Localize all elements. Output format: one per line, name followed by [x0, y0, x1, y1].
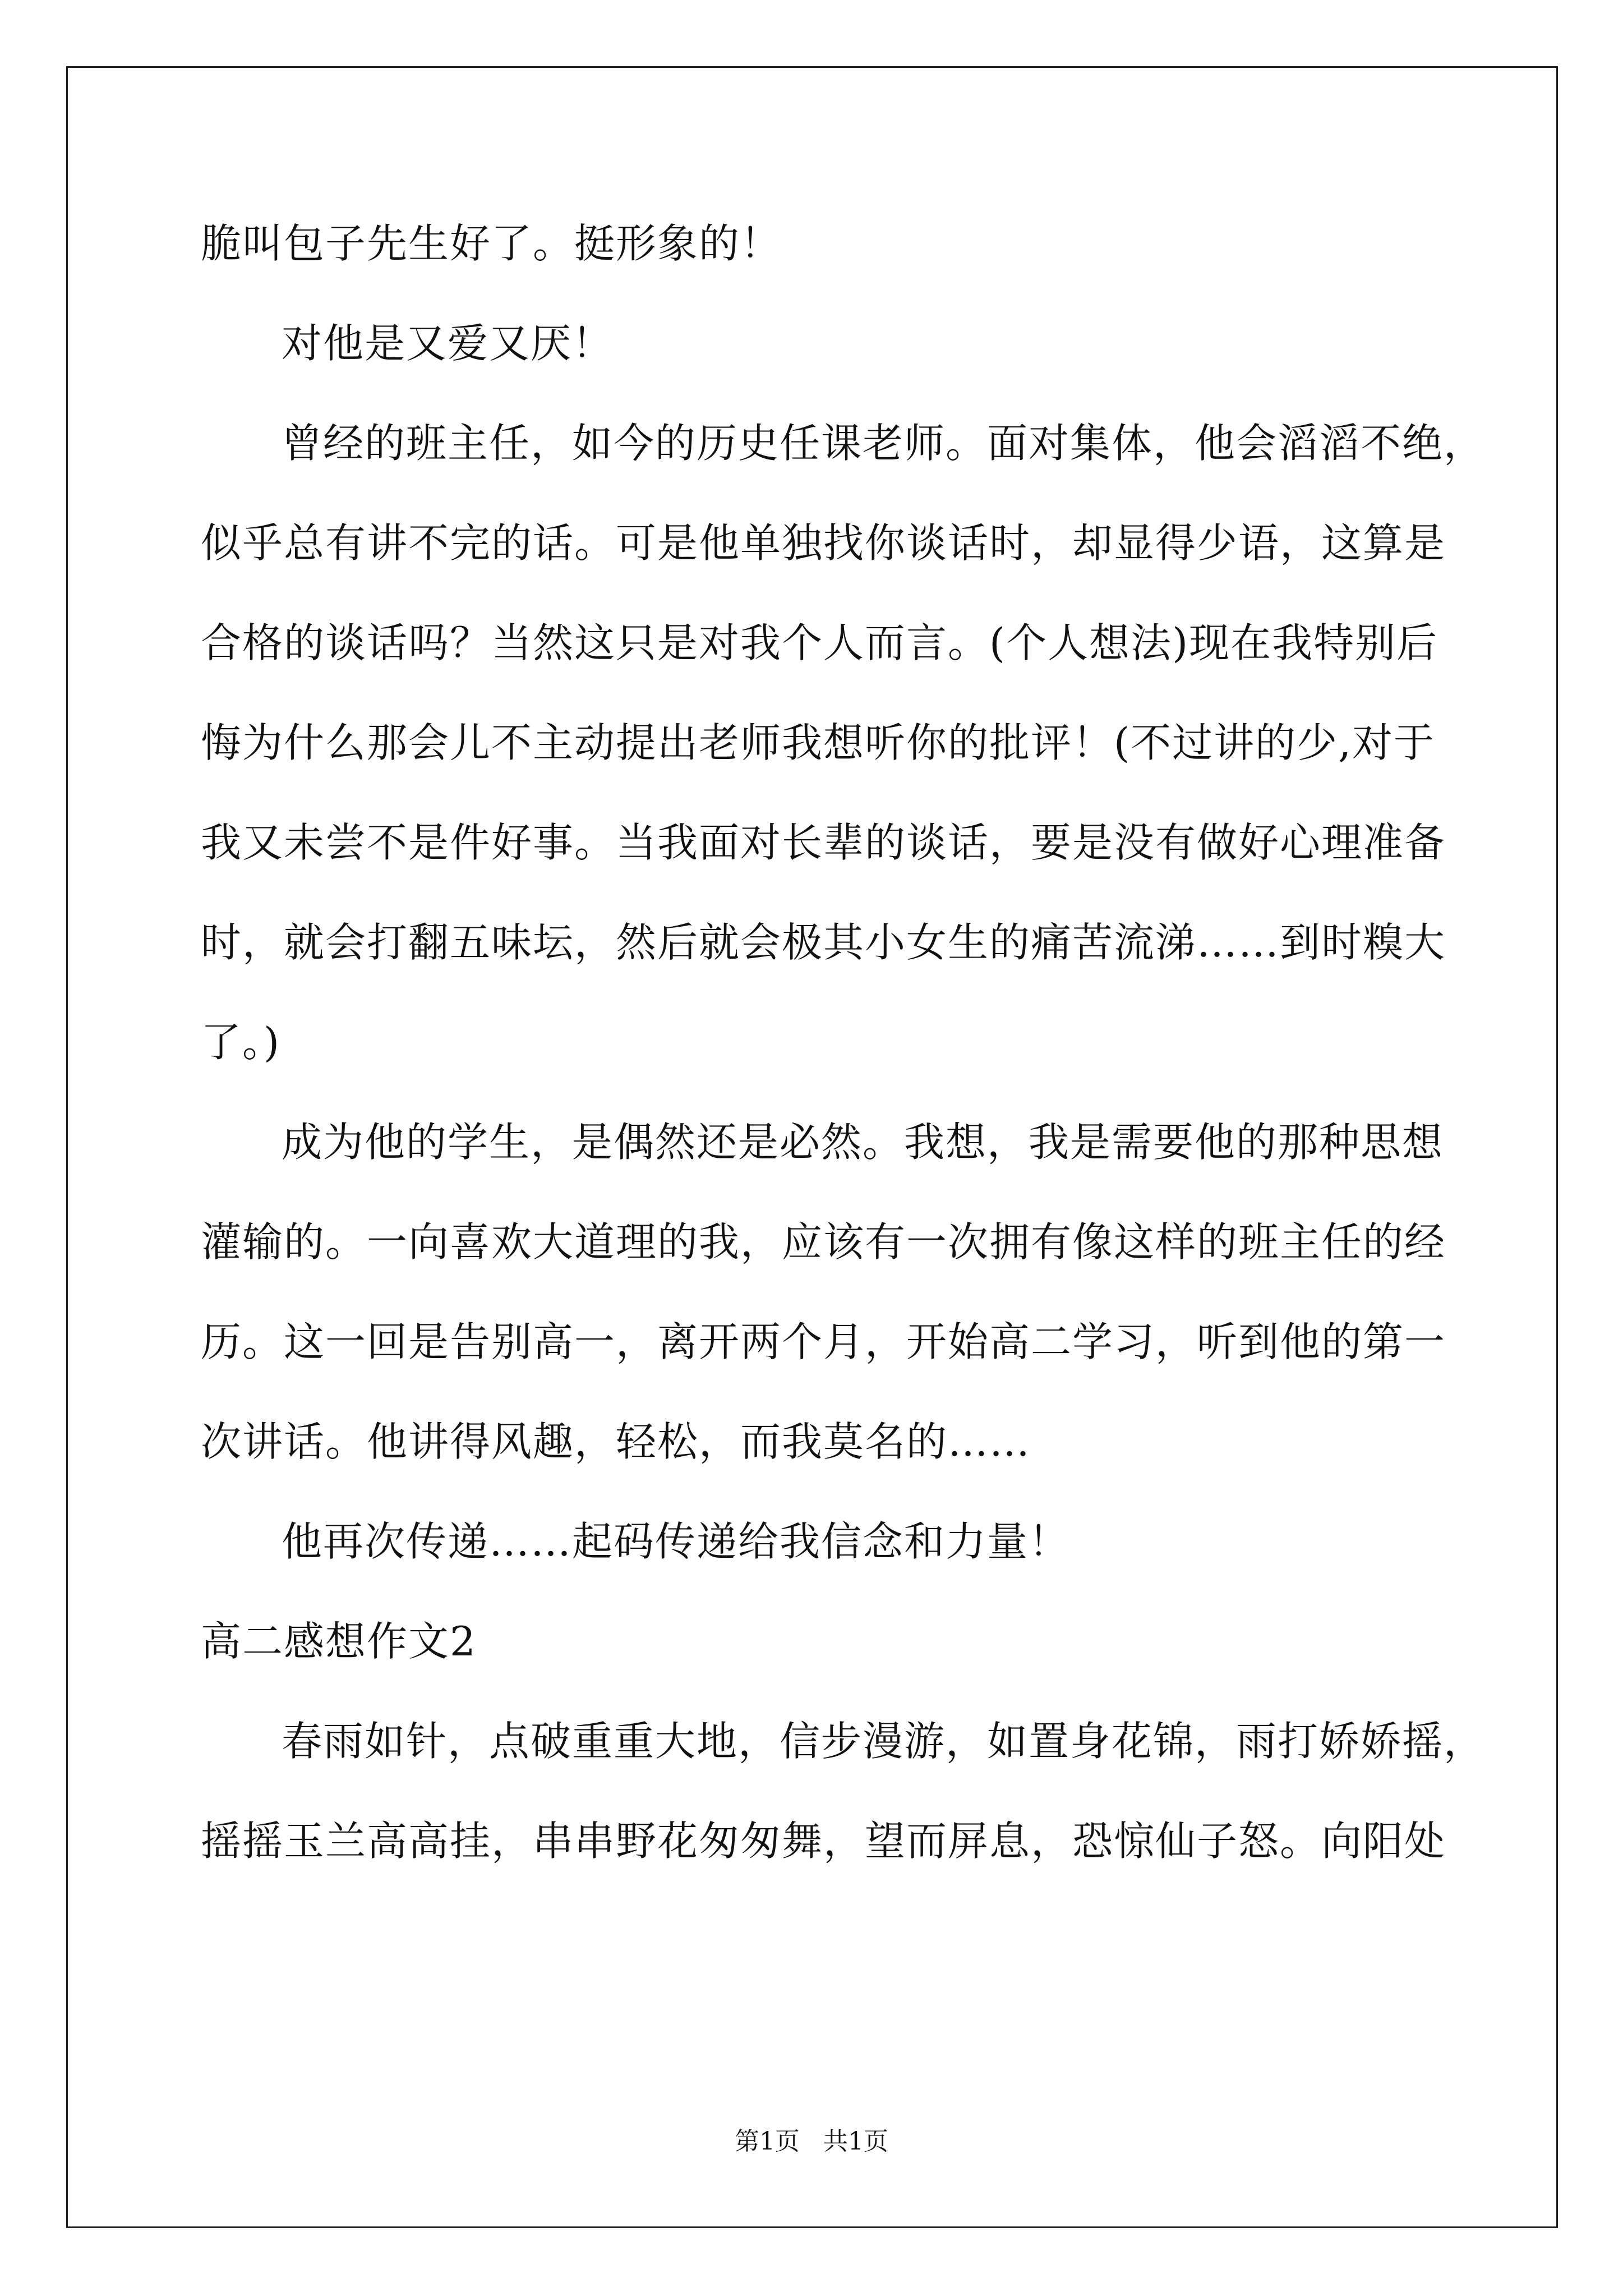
- body-line: 似乎总有讲不完的话。可是他单独找你谈话时，却显得少语，这算是: [201, 519, 1446, 567]
- paragraph-text: 成为他的学生，是偶然还是必然。我想，我是需要他的那种思想: [282, 1119, 1444, 1166]
- section-heading: 高二感想作文2: [201, 1618, 477, 1665]
- paragraph-text: 春雨如针，点破重重大地，信步漫游，如置身花锦，雨打娇娇摇，: [282, 1718, 1486, 1765]
- body-line: 了。): [201, 1019, 281, 1066]
- paragraph-text: 他再次传递……起码传递给我信念和力量！: [282, 1518, 1071, 1565]
- body-line: 灌输的。一向喜欢大道理的我，应该有一次拥有像这样的班主任的经: [201, 1218, 1446, 1266]
- page-footer: 第1页 共1页: [735, 2127, 888, 2156]
- document-body: [201, 219, 1486, 1866]
- paragraph-text: 曾经的班主任，如今的历史任课老师。面对集体，他会滔滔不绝，: [282, 420, 1486, 467]
- body-line: 历。这一回是告别高一，离开两个月，开始高二学习，听到他的第一: [201, 1318, 1446, 1365]
- body-line: 我又未尝不是件好事。当我面对长辈的谈话，要是没有做好心理准备: [201, 819, 1446, 866]
- body-line: 合格的谈话吗？当然这只是对我个人而言。(个人想法)现在我特别后: [201, 619, 1438, 666]
- body-line: [201, 418, 1486, 468]
- body-line: [201, 319, 1435, 368]
- body-line: [201, 1117, 1444, 1167]
- body-line: 次讲话。他讲得风趣，轻松，而我莫名的……: [201, 1418, 1031, 1465]
- body-line: 脆叫包子先生好了。挺形象的！: [201, 220, 782, 267]
- body-line: [201, 1717, 1486, 1766]
- body-line: 时，就会打翻五味坛，然后就会极其小女生的痛苦流涕……到时糗大: [201, 919, 1446, 966]
- body-line: 悔为什么那会儿不主动提出老师我想听你的批评！(不过讲的少,对于: [201, 719, 1435, 766]
- paragraph-text: 对他是又爱又厌！: [282, 320, 614, 367]
- body-line: [201, 1517, 1435, 1566]
- body-line: 摇摇玉兰高高挂，串串野花匆匆舞，望而屏息，恐惊仙子怒。向阳处: [201, 1818, 1446, 1865]
